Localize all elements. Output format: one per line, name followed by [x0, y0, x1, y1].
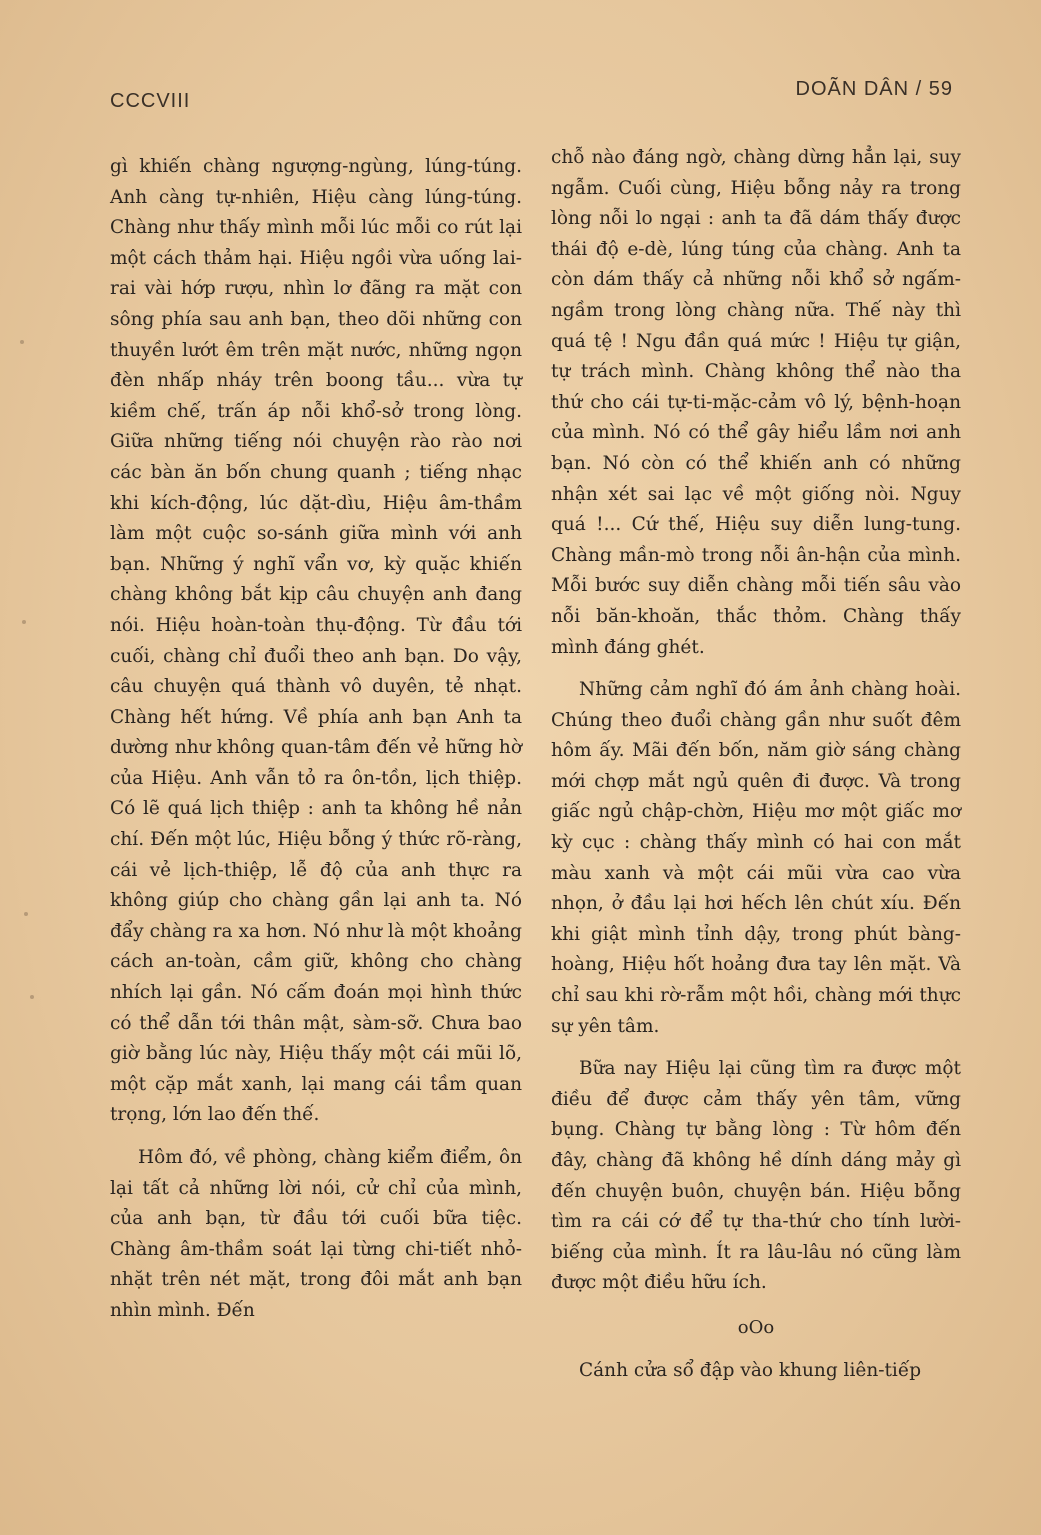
author-page-number: DOÃN DÂN / 59 — [795, 78, 953, 100]
paragraph: Những cảm nghĩ đó ám ảnh chàng hoài. Chúng theo đuổi chàng gần như suốt đêm hôm ấy. Mãi đến bốn, năm giờ sáng chàng mới chợp mắt ngủ quên đi được. Và trong giấc ngủ chập-chờn, Hiệu mơ một giấc mơ kỳ cục : chàng thấy mình có hai con mắt màu xanh và một cái mũi vừa cao vừa nhọn, ở đầu lại hơi hếch lên chút xíu. Đến khi giật mình tỉnh dậy, trong phút bàng-hoàng, Hiệu hốt hoảng đưa tay lên mặt. Và chỉ sau khi rờ-rẫm một hồi, chàng mới thực sự yên tâm. — [551, 679, 961, 1037]
right-column — [551, 143, 961, 1386]
paragraph: Bữa nay Hiệu lại cũng tìm ra được một điều để được cảm thấy yên tâm, vững bụng. Chàng tự bằng lòng : Từ hôm đến đây, chàng đã không hề dính dáng mảy gì đến chuyện buôn, chuyện bán. Hiệu bỗng tìm ra cái cớ để tự tha-thứ cho tính lười-biếng của mình. Ít ra lâu-lâu nó cũng làm được một điều hữu ích. — [551, 1058, 961, 1294]
paper-speck — [20, 340, 24, 344]
paper-speck — [22, 620, 26, 624]
paper-speck — [24, 912, 28, 916]
paragraph: chỗ nào đáng ngờ, chàng dừng hẳn lại, suy ngẫm. Cuối cùng, Hiệu bỗng nảy ra trong lòng nỗi lo ngại : anh ta đã dám thấy được thái độ e-dè, lúng túng của chàng. Anh ta còn dám thấy cả những nỗi khổ sở ngấm-ngầm trong lòng chàng nữa. Thế này thì quá tệ ! Ngu đần quá mức ! Hiệu tự giận, tự trách mình. Chàng không thể nào tha thứ cho cái tự-ti-mặc-cảm vô lý, bệnh-hoạn của mình. Nó có thể gây hiểu lầm nơi anh bạn. Nó còn có thể khiến anh có những nhận xét sai lạc về một giống nòi. Nguy quá !... Cứ thế, Hiệu suy diễn lung-tung. Chàng mần-mò trong nỗi ân-hận của mình. Mỗi bước suy diễn chàng mỗi tiến sâu vào nỗi băn-khoăn, thắc thỏm. Chàng thấy mình đáng ghét. — [551, 147, 961, 658]
chapter-number: CCCVIII — [110, 90, 191, 112]
paragraph: Cánh cửa sổ đập vào khung liên-tiếp — [579, 1359, 922, 1381]
section-separator: oOo — [737, 1316, 775, 1338]
paper-speck — [30, 995, 34, 999]
paragraph: gì khiến chàng ngượng-ngùng, lúng-túng. Anh càng tự-nhiên, Hiệu càng lúng-túng. Chàng như thấy mình mỗi lúc mỗi co rút lại một cách thảm hại. Hiệu ngồi vừa uống lai-rai vài hớp rượu, nhìn lơ đãng ra mặt con sông phía sau anh bạn, theo dõi những con thuyền lướt êm trên mặt nước, những ngọn đèn nhấp nháy trên boong tầu... vừa tự kiềm chế, trấn áp nỗi khổ-sở trong lòng. Giữa những tiếng nói chuyện rào rào nơi các bàn ăn bốn chung quanh ; tiếng nhạc khi kích-động, lúc dặt-dìu, Hiệu âm-thầm làm một cuộc so-sánh giữa mình với anh bạn. Những ý nghĩ vẩn vơ, kỳ quặc khiến chàng không bắt kịp câu chuyện anh đang nói. Hiệu hoàn-toàn thụ-động. Từ đầu tới cuối, chàng chỉ đuổi theo anh bạn. Do vậy, câu chuyện quá thành vô duyên, tẻ nhạt. Chàng hết hứng. Về phía anh bạn Anh ta dường như không quan-tâm đến vẻ hững hờ của Hiệu. Anh vẫn tỏ ra ôn-tồn, lịch thiệp. Có lẽ quá lịch thiệp : anh ta không hề nản chí. Đến một lúc, Hiệu bỗng ý thức rõ-ràng, cái vẻ lịch-thiệp, lễ độ của anh thực ra không giúp cho chàng gần lại anh ta. Nó đẩy chàng ra xa hơn. Nó như là một khoảng cách an-toàn, cầm giữ, không cho chàng nhích lại gần. Nó cấm đoán mọi hình thức có thể dẫn tới thân mật, sàm-sỡ. Chưa bao giờ bằng lúc này, Hiệu thấy một cái mũi lõ, một cặp mắt xanh, lại mang cái tầm quan trọng, lớn lao đến thế. — [110, 156, 522, 1126]
left-column — [110, 152, 522, 1327]
paragraph: Hôm đó, về phòng, chàng kiểm điểm, ôn lại tất cả những lời nói, cử chỉ của mình, của anh bạn, từ đầu tới cuối bữa tiệc. Chàng âm-thầm soát lại từng chi-tiết nhỏ-nhặt trên nét mặt, trong đôi mắt anh bạn nhìn mình. Đến — [110, 1147, 522, 1321]
